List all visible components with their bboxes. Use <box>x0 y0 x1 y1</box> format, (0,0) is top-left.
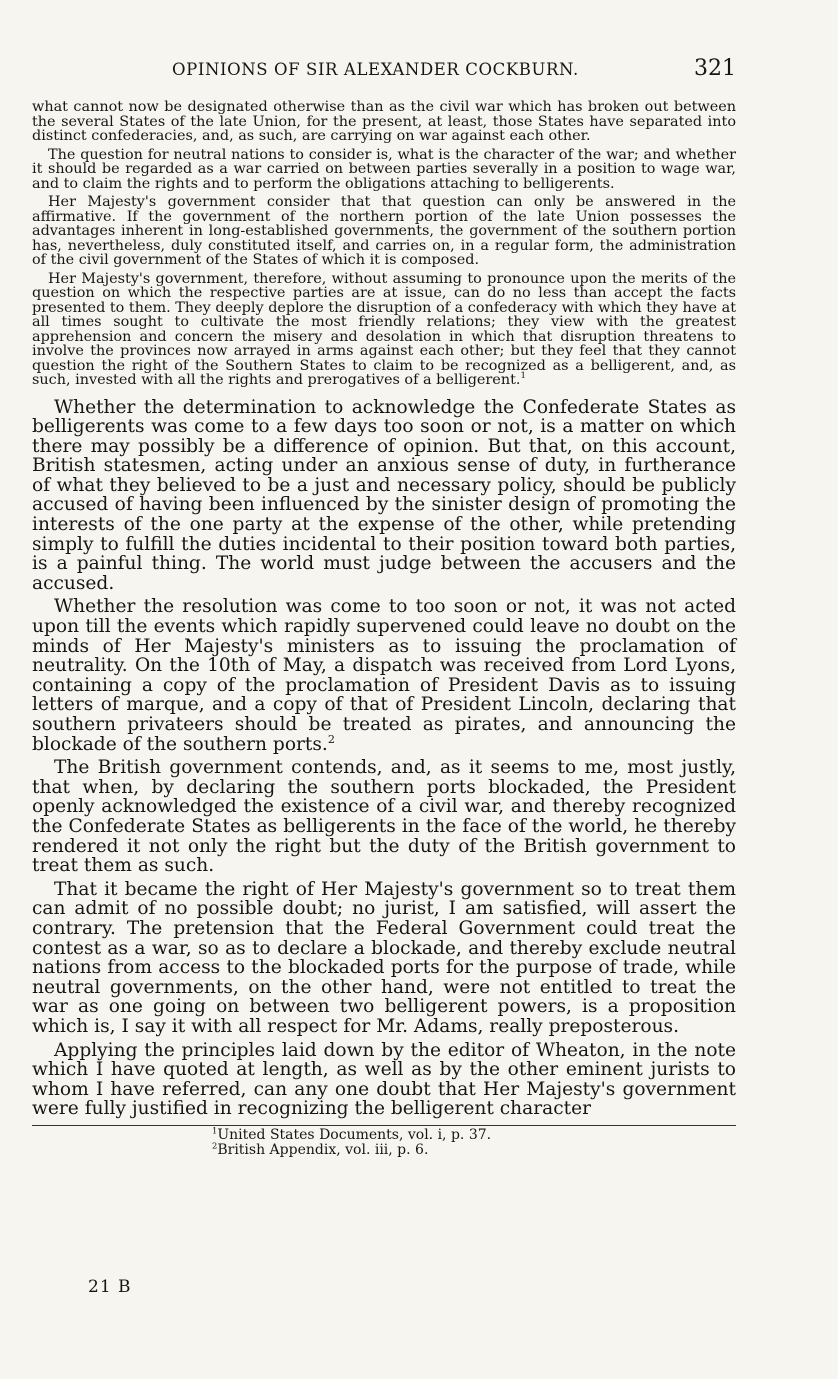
quoted-extract <box>32 100 736 388</box>
footnote-mark: 1 <box>212 1125 218 1136</box>
running-title: OPINIONS OF SIR ALEXANDER COCKBURN. <box>172 60 579 79</box>
body-paragraph: Whether the determination to acknowledge the Confederate States as belligerents was come to a few days too soon or not, is a matter on which there may possibly be a difference of opinion. But that, on this account, British statesmen, acting under an anxious sense of duty, in furtherance of what they believed to be a just and necessary policy, should be publicly accused of having been influenced by the sinister design of promoting the interests of the one party at the expense of the other, while pretending simply to fulfill the duties incidental to their position toward both parties, is a painful thing. The world must judge between the accusers and the accused. <box>32 396 736 594</box>
signature-mark: 21 B <box>88 1277 132 1297</box>
body-paragraph: Applying the principles laid down by the editor of Wheaton, in the note which I have quoted at length, as well as by the other eminent jurists to whom I have referred, can any one doubt that Her Majesty's government were fully justified in recognizing the belligerent character <box>32 1039 736 1120</box>
body-paragraph: The British government contends, and, as it seems to me, most justly, that when, by declaring the southern ports blockaded, the President openly acknowledged the existence of a civil war, and thereby recognized the Confederate States as belligerents in the face of the world, he thereby rendered it not only the right but the duty of the British government to treat them as such. <box>32 757 736 877</box>
footnotes <box>32 1125 736 1159</box>
page <box>32 56 736 1159</box>
footnote-mark: 2 <box>212 1140 218 1151</box>
quote-paragraph: The question for neutral nations to consider is, what is the character of the war; and whether it should be regarded as a war carried on between parties severally in a position to wage war, and to claim the rights and to perform the obligations attaching to belligerents. <box>32 146 736 192</box>
quote-paragraph-text: Her Majesty's government, therefore, without assuming to pronounce upon the merits of the question on which the respective parties are at issue, can do no less than accept the facts presented to them. They deeply deplore the disruption of a confederacy with which they have at all times sought to cultivate the most friendly relations; they view with the greatest apprehension and concern the misery and desolation in which that disruption threatens to involve the provinces now arrayed in arms against each other; but they feel that they cannot question the right of the Southern States to claim to be recognized as a belligerent, and, as such, invested with all the rights and prerogatives of a belligerent. <box>32 270 736 388</box>
body-text <box>32 398 736 1119</box>
page-number: 321 <box>694 56 736 81</box>
footnote-ref: 2 <box>327 732 335 746</box>
footnote-text: British Appendix, vol. iii, p. 6. <box>217 1142 429 1159</box>
quote-paragraph: what cannot now be designated otherwise than as the civil war which has broken out between the several States of the late Union, for the present, at least, those States have separated into distinct confederacies, and, as such, are carrying on war against each other. <box>32 99 736 144</box>
body-paragraph <box>32 597 736 754</box>
running-header <box>32 56 736 92</box>
footnote-ref: 1 <box>520 371 526 382</box>
body-paragraph-text: Whether the resolution was come to too soon or not, it was not acted upon till the events which rapidly supervened could leave no doubt on the minds of Her Majesty's ministers as to issuing the proclamation of neutrality. On the 10th of May, a dispatch was received from Lord Lyons, containing a copy of the proclamation of President Davis as to issuing letters of marque, and a copy of that of President Lincoln, declaring that southern privateers should be treated as pirates, and announcing the blockade of the southern ports. <box>32 596 736 755</box>
footnote-text: United States Documents, vol. i, p. 37. <box>217 1126 492 1143</box>
quote-paragraph: Her Majesty's government consider that that question can only be answered in the affirmative. If the government of the northern portion of the late Union possesses the advantages inherent in long-established governments, the government of the southern portion has, nevertheless, duly constituted itself, and carries on, in a regular form, the administration of the civil government of the States of which it is composed. <box>32 194 736 268</box>
footnote-rule <box>32 1125 736 1126</box>
footnote <box>212 1140 736 1159</box>
body-paragraph: That it became the right of Her Majesty's government so to treat them can admit of no possible doubt; no jurist, I am satisfied, will assert the contrary. The pretension that the Federal Government could treat the contest as a war, so as to declare a blockade, and thereby exclude neutral nations from access to the blockaded ports for the purpose of trade, while neutral governments, on the other hand, were not entitled to treat the war as one going on between two belligerent powers, is a proposition which is, I say it with all respect for Mr. Adams, really preposterous. <box>32 878 736 1037</box>
quote-paragraph <box>32 272 736 388</box>
